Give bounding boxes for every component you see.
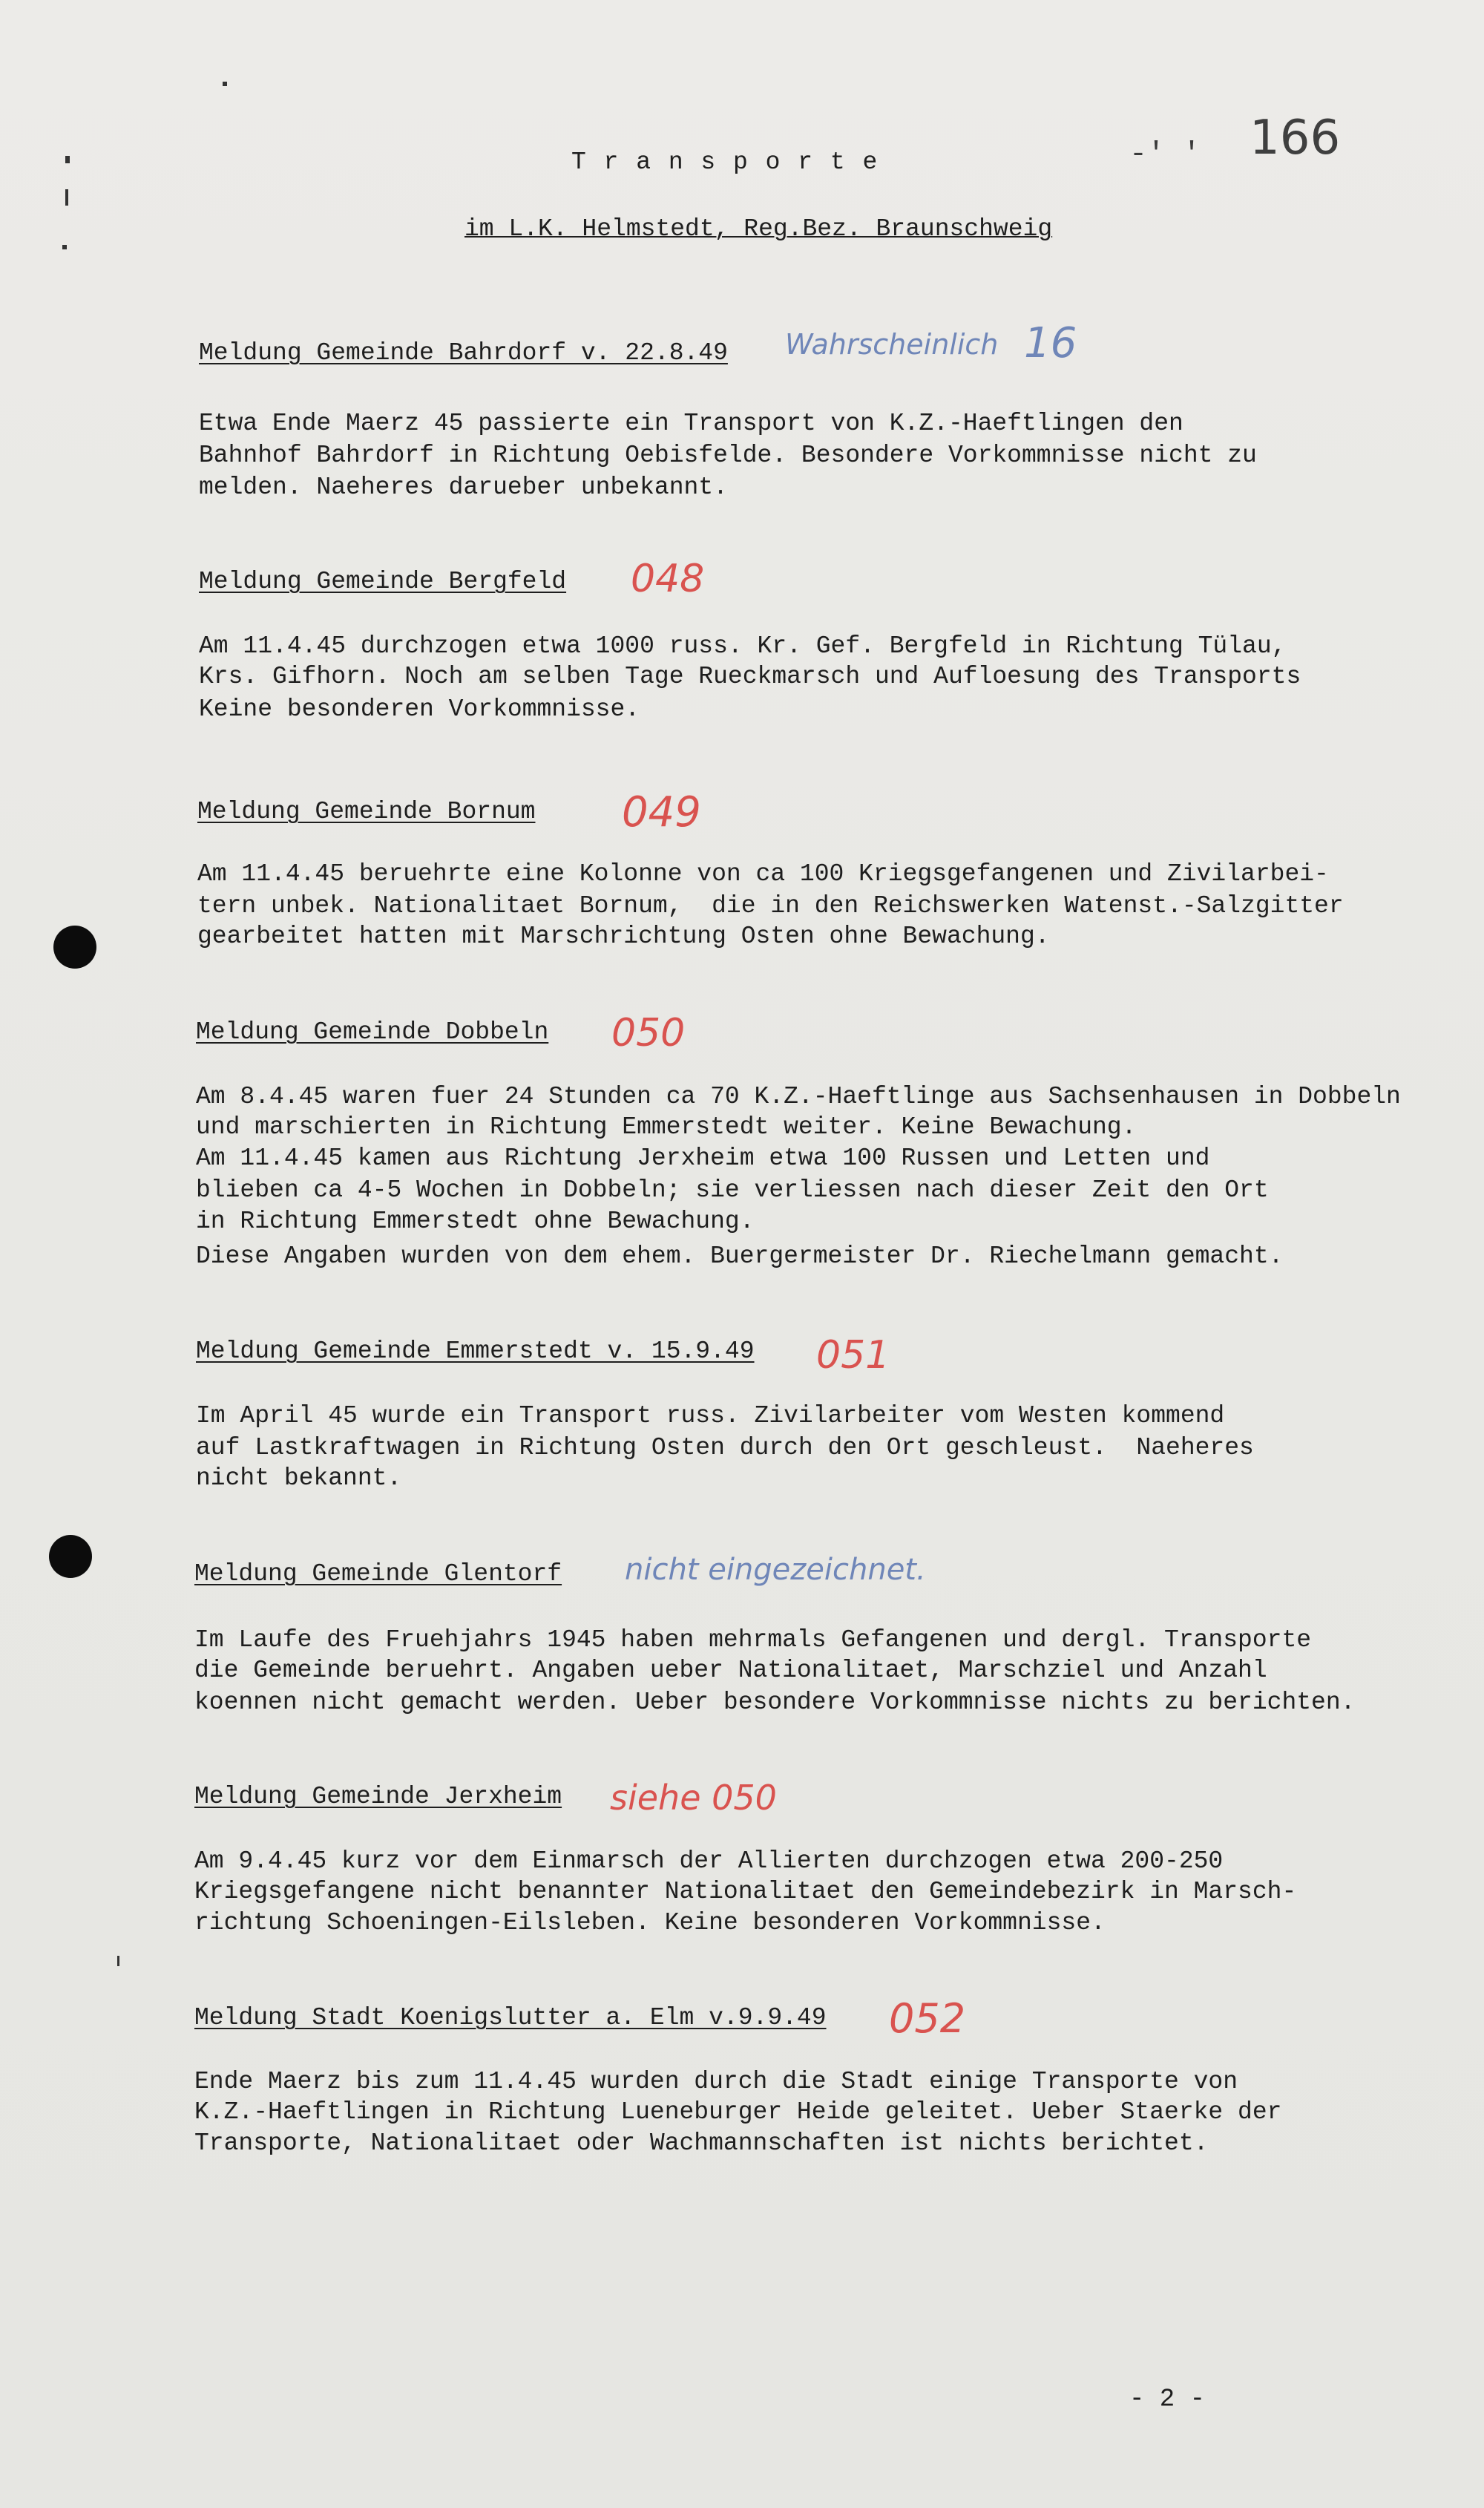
- margin-speck: [65, 156, 70, 163]
- handwritten-number-bahrdorf: 16: [1024, 319, 1077, 367]
- page-number: - 2 -: [1129, 2386, 1206, 2414]
- handwritten-number-emmerstedt: 051: [816, 1333, 890, 1378]
- entry-text-line: Ende Maerz bis zum 11.4.45 wurden durch die Stadt einige Transporte von: [194, 2068, 1238, 2095]
- document-subtitle: im L.K. Helmstedt, Reg.Bez. Braunschweig: [464, 215, 1053, 243]
- entry-heading-bergfeld: Meldung Gemeinde Bergfeld: [199, 568, 567, 595]
- entry-heading-glentorf: Meldung Gemeinde Glentorf: [194, 1560, 562, 1588]
- entry-heading-jerxheim: Meldung Gemeinde Jerxheim: [194, 1783, 562, 1810]
- page-stamp-number: 166: [1250, 111, 1341, 166]
- entry-text-line: Kriegsgefangene nicht benannter Nationalitaet den Gemeindebezirk in Marsch-: [194, 1878, 1297, 1905]
- dash-mark: -' ': [1129, 138, 1201, 171]
- entry-text-line: auf Lastkraftwagen in Richtung Osten durch den Ort geschleust. Naeheres: [196, 1434, 1254, 1461]
- entry-heading-bahrdorf: Meldung Gemeinde Bahrdorf v. 22.8.49: [199, 339, 728, 367]
- margin-speck: [117, 1956, 119, 1966]
- document-title: T r a n s p o r t e: [571, 148, 879, 176]
- entry-text-line: Am 11.4.45 kamen aus Richtung Jerxheim etwa 100 Russen und Letten und: [196, 1145, 1210, 1172]
- punch-hole-top: [53, 926, 96, 969]
- entry-heading-koenigslutter: Meldung Stadt Koenigslutter a. Elm v.9.9.49: [194, 2004, 827, 2031]
- margin-speck: [62, 245, 67, 249]
- entry-text-line: Am 11.4.45 durchzogen etwa 1000 russ. Kr. Gef. Bergfeld in Richtung Tülau,: [199, 632, 1287, 660]
- margin-speck: [223, 82, 227, 86]
- entry-text-line: Transporte, Nationalitaet oder Wachmannschaften ist nichts berichtet.: [194, 2129, 1209, 2157]
- entry-heading-dobbeln: Meldung Gemeinde Dobbeln: [196, 1018, 549, 1046]
- entry-text-line: und marschierten in Richtung Emmerstedt weiter. Keine Bewachung.: [196, 1113, 1137, 1141]
- punch-hole-bottom: [49, 1535, 92, 1578]
- handwritten-number-koenigslutter: 052: [889, 1995, 966, 2042]
- entry-text-line: Krs. Gifhorn. Noch am selben Tage Rueckmarsch und Aufloesung des Transports: [199, 663, 1301, 690]
- entry-text-line: Keine besonderen Vorkommnisse.: [199, 695, 640, 723]
- entry-text-line: gearbeitet hatten mit Marschrichtung Osten ohne Bewachung.: [197, 923, 1050, 950]
- handwritten-note-bahrdorf: Wahrscheinlich: [785, 328, 999, 361]
- entry-text-line: Am 11.4.45 beruehrte eine Kolonne von ca 100 Kriegsgefangenen und Zivilarbei-: [197, 860, 1329, 888]
- entry-text-line: Im April 45 wurde ein Transport russ. Zivilarbeiter vom Westen kommend: [196, 1402, 1225, 1430]
- entry-text-line: richtung Schoeningen-Eilsleben. Keine besonderen Vorkommnisse.: [194, 1909, 1106, 1936]
- entry-heading-emmerstedt: Meldung Gemeinde Emmerstedt v. 15.9.49: [196, 1338, 755, 1365]
- entry-text-line: nicht bekannt.: [196, 1464, 402, 1492]
- entry-heading-bornum: Meldung Gemeinde Bornum: [197, 798, 536, 825]
- entry-text-line: Im Laufe des Fruehjahrs 1945 haben mehrmals Gefangenen und dergl. Transporte: [194, 1626, 1312, 1654]
- entry-text-line: Diese Angaben wurden von dem ehem. Buergermeister Dr. Riechelmann gemacht.: [196, 1242, 1284, 1270]
- entry-text-line: koennen nicht gemacht werden. Ueber besondere Vorkommnisse nichts zu berichten.: [194, 1689, 1356, 1716]
- entry-text-line: Bahnhof Bahrdorf in Richtung Oebisfelde. Besondere Vorkommnisse nicht zu: [199, 442, 1257, 469]
- margin-speck: [65, 189, 68, 206]
- entry-text-line: in Richtung Emmerstedt ohne Bewachung.: [196, 1208, 755, 1235]
- handwritten-note-glentorf: nicht eingezeichnet.: [625, 1553, 926, 1587]
- handwritten-number-bergfeld: 048: [631, 557, 705, 601]
- entry-text-line: tern unbek. Nationalitaet Bornum, die in den Reichswerken Watenst.-Salzgitter: [197, 892, 1344, 920]
- entry-text-line: blieben ca 4-5 Wochen in Dobbeln; sie verliessen nach dieser Zeit den Ort: [196, 1176, 1269, 1204]
- entry-text-line: Etwa Ende Maerz 45 passierte ein Transport von K.Z.-Haeftlingen den: [199, 410, 1183, 437]
- entry-text-line: melden. Naeheres darueber unbekannt.: [199, 474, 728, 501]
- handwritten-note-jerxheim: siehe 050: [610, 1778, 777, 1818]
- entry-text-line: K.Z.-Haeftlingen in Richtung Lueneburger Heide geleitet. Ueber Staerke der: [194, 2098, 1282, 2126]
- handwritten-number-dobbeln: 050: [611, 1011, 686, 1055]
- entry-text-line: Am 9.4.45 kurz vor dem Einmarsch der Allierten durchzogen etwa 200-250: [194, 1847, 1224, 1875]
- handwritten-number-bornum: 049: [622, 788, 701, 836]
- entry-text-line: die Gemeinde beruehrt. Angaben ueber Nationalitaet, Marschziel und Anzahl: [194, 1657, 1267, 1684]
- entry-text-line: Am 8.4.45 waren fuer 24 Stunden ca 70 K.Z.-Haeftlinge aus Sachsenhausen in Dobbeln: [196, 1083, 1401, 1110]
